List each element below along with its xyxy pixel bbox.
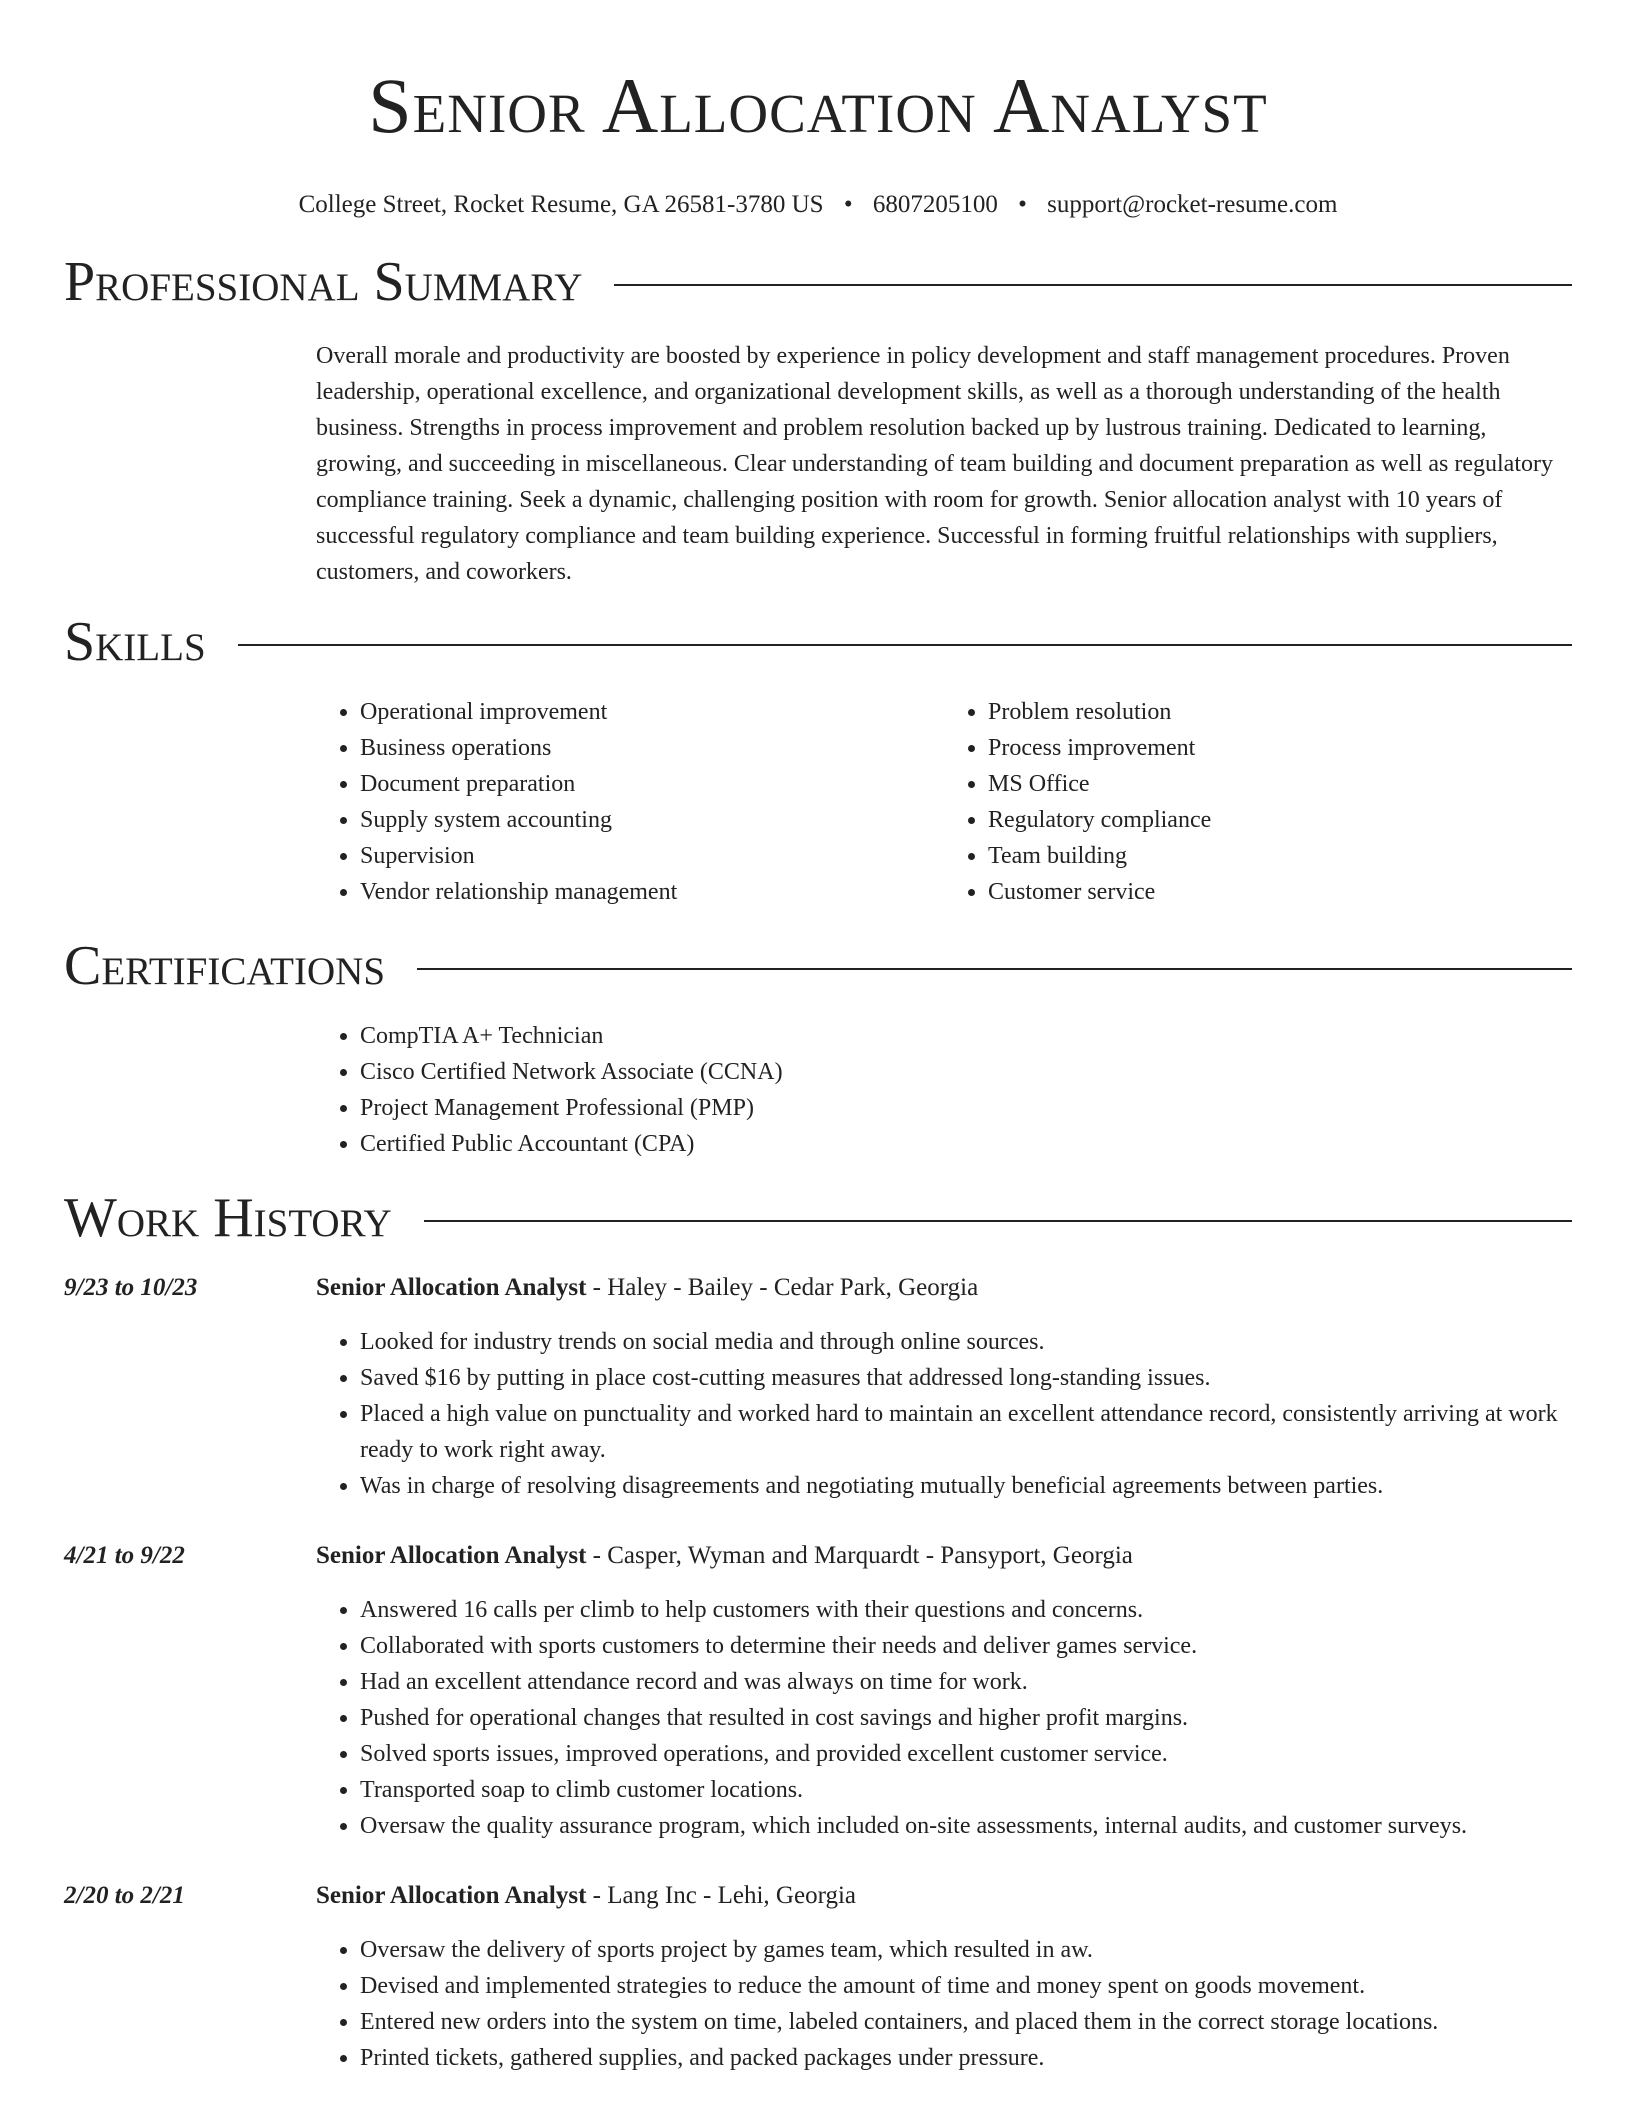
contact-phone: 6807205100 [872, 191, 998, 218]
job-bullets [316, 1932, 1572, 2076]
skill-item: • MS Office [988, 766, 1572, 802]
job-details: - Lang Inc - Lehi, Georgia [586, 1882, 856, 1909]
job-dates: 4/21 to 9/22 [64, 1542, 185, 1569]
job-dates: 2/20 to 2/21 [64, 1882, 185, 1909]
skill-item: • Supply system accounting [360, 802, 944, 838]
skills-list-left [316, 694, 944, 910]
work-history-heading: Work History [64, 1187, 392, 1249]
skill-item: • Problem resolution [988, 694, 1572, 730]
contact-separator: • [1018, 191, 1027, 218]
skill-item: • Regulatory compliance [988, 802, 1572, 838]
summary-text: Overall morale and productivity are boosted by experience in policy development and staff management procedures. Proven leadership, operational excellence, and organizational development skills, as well as a thorough understanding of the health business. Strengths in process improvement and problem resolution backed up by lustrous training. Dedicated to learning, growing, and succeeding in miscellaneous. Clear understanding of team building and document preparation as well as regulatory compliance training. Seek a dynamic, challenging position with room for growth. Senior allocation analyst with 10 years of successful regulatory compliance and team building experience. Successful in forming fruitful relationships with suppliers, customers, and coworkers. [316, 343, 1553, 585]
skill-item: • Operational improvement [360, 694, 944, 730]
skills-grid [316, 694, 1572, 910]
job-bullet: • Devised and implemented strategies to reduce the amount of time and money spent on goods movement. [360, 1968, 1572, 2004]
contact-line [64, 190, 1572, 220]
job-bullet: • Oversaw the quality assurance program, which included on-site assessments, internal audits, and customer surveys. [360, 1808, 1572, 1844]
certifications-header [64, 936, 1572, 996]
job-bullet: • Entered new orders into the system on time, labeled containers, and placed them in the correct storage locations. [360, 2004, 1572, 2040]
summary-section [64, 252, 1572, 590]
job-details: - Casper, Wyman and Marquardt - Pansyport, Georgia [586, 1542, 1133, 1569]
section-divider [614, 284, 1572, 286]
resume-page [64, 0, 1572, 2071]
skills-heading: Skills [64, 611, 206, 673]
job-bullets [316, 1324, 1572, 1504]
job-bullet: • Placed a high value on punctuality and worked hard to maintain an excellent attendance record, consistently arriving at work ready to work right away. [360, 1396, 1572, 1468]
contact-email: support@rocket-resume.com [1047, 191, 1338, 218]
skill-item: • Supervision [360, 838, 944, 874]
job-bullet: • Collaborated with sports customers to determine their needs and deliver games service. [360, 1628, 1572, 1664]
section-divider [424, 1220, 1572, 1222]
job-bullets [316, 1592, 1572, 1844]
job-heading [316, 1270, 1572, 1306]
skill-item: • Document preparation [360, 766, 944, 802]
certification-item: • CompTIA A+ Technician [360, 1018, 1572, 1054]
skills-list-right [944, 694, 1572, 910]
job-bullet: • Had an excellent attendance record and was always on time for work. [360, 1664, 1572, 1700]
job-bullet: • Was in charge of resolving disagreements and negotiating mutually beneficial agreements between parties. [360, 1468, 1572, 1504]
section-divider [417, 968, 1572, 970]
contact-address: College Street, Rocket Resume, GA 26581-3780 US [298, 191, 824, 218]
contact-separator: • [843, 191, 853, 218]
skills-header [64, 612, 1572, 672]
job-bullet: • Printed tickets, gathered supplies, and packed packages under pressure. [360, 2040, 1572, 2076]
job-bullet: • Answered 16 calls per climb to help customers with their questions and concerns. [360, 1592, 1572, 1628]
job-role: Senior Allocation Analyst [316, 1274, 587, 1301]
summary-header [64, 252, 1572, 312]
job-entry [64, 1538, 1572, 1844]
skill-item: • Vendor relationship management [360, 874, 944, 910]
resume-title: Senior Allocation Analyst [368, 62, 1268, 149]
skill-item: • Team building [988, 838, 1572, 874]
job-entry [64, 1270, 1572, 1504]
job-details: - Haley - Bailey - Cedar Park, Georgia [586, 1274, 979, 1301]
job-bullet: • Looked for industry trends on social media and through online sources. [360, 1324, 1572, 1360]
certifications-body [316, 1018, 1572, 1162]
certification-item: • Cisco Certified Network Associate (CCNA) [360, 1054, 1572, 1090]
certification-item: • Project Management Professional (PMP) [360, 1090, 1572, 1126]
work-history-section [64, 1188, 1572, 2076]
certifications-heading: Certifications [64, 935, 386, 997]
job-bullet: • Pushed for operational changes that resulted in cost savings and higher profit margins. [360, 1700, 1572, 1736]
job-entry [64, 1878, 1572, 2076]
job-dates: 9/23 to 10/23 [64, 1274, 198, 1301]
work-history-header [64, 1188, 1572, 1248]
skills-section [64, 612, 1572, 910]
job-bullet: • Transported soap to climb customer locations. [360, 1772, 1572, 1808]
summary-heading: Professional Summary [64, 251, 583, 313]
skill-item: • Business operations [360, 730, 944, 766]
job-heading [316, 1878, 1572, 1914]
job-role: Senior Allocation Analyst [316, 1882, 587, 1909]
certification-item: • Certified Public Accountant (CPA) [360, 1126, 1572, 1162]
skill-item: • Process improvement [988, 730, 1572, 766]
certifications-list [316, 1018, 1572, 1162]
job-bullet: • Solved sports issues, improved operations, and provided excellent customer service. [360, 1736, 1572, 1772]
job-bullet: • Oversaw the delivery of sports project by games team, which resulted in aw. [360, 1932, 1572, 1968]
job-heading [316, 1538, 1572, 1574]
skill-item: • Customer service [988, 874, 1572, 910]
job-bullet: • Saved $16 by putting in place cost-cutting measures that addressed long-standing issues. [360, 1360, 1572, 1396]
certifications-section [64, 936, 1572, 1162]
job-role: Senior Allocation Analyst [316, 1542, 587, 1569]
section-divider [238, 644, 1572, 646]
